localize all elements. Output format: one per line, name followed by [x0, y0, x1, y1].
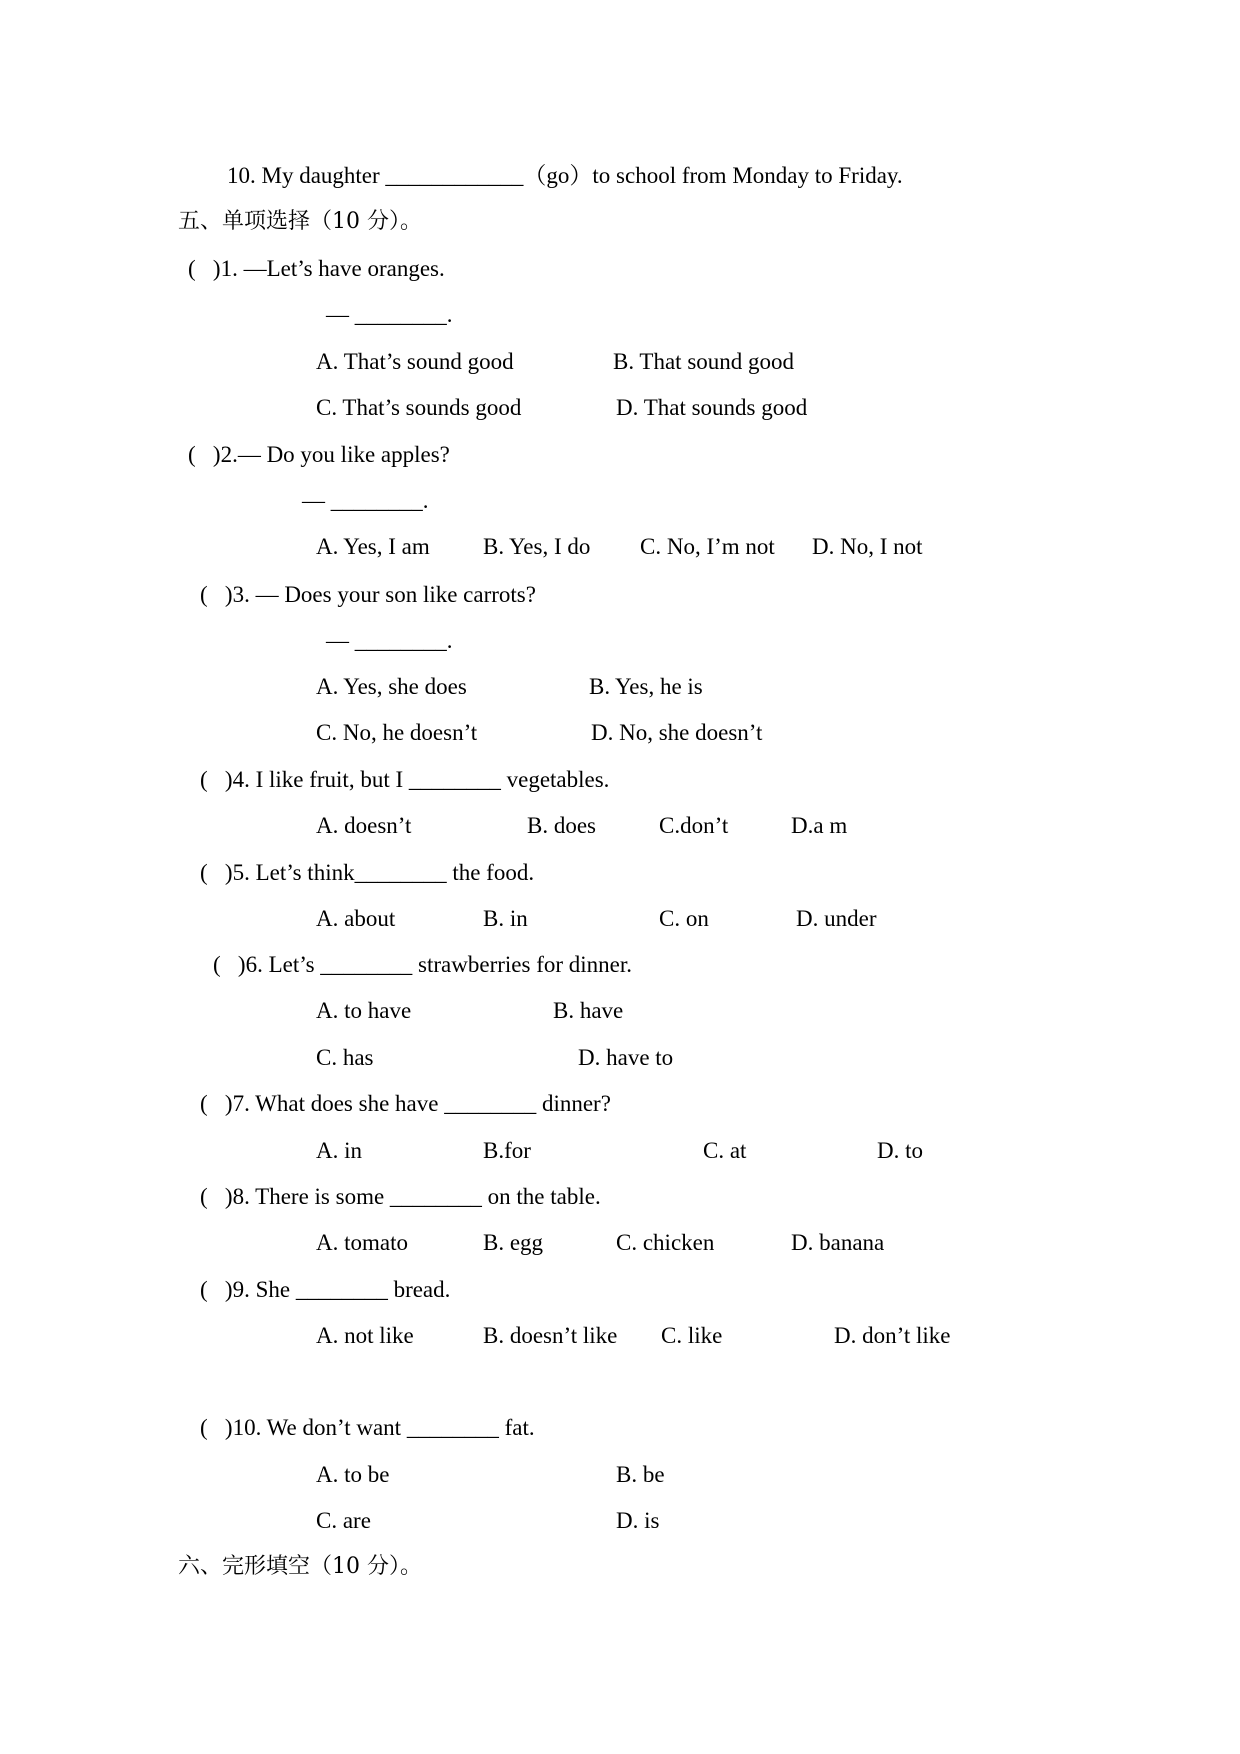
question-7-option-c[interactable]: C. at	[703, 1138, 747, 1163]
question-3-option-c[interactable]: C. No, he doesn’t	[316, 720, 478, 745]
question-5-option-c[interactable]: C. on	[659, 906, 709, 931]
question-2-option-b[interactable]: B. Yes, I do	[483, 534, 591, 559]
question-9-option-c[interactable]: C. like	[661, 1323, 723, 1348]
question-2-stem: ( )2.— Do you like apples?	[188, 442, 450, 467]
question-7-stem: ( )7. What does she have ________ dinner?	[200, 1091, 611, 1116]
question-3-stem: ( )3. — Does your son like carrots?	[200, 582, 536, 607]
question-1-stem: ( )1. —Let’s have oranges.	[188, 256, 445, 281]
question-6-option-b[interactable]: B. have	[553, 998, 624, 1023]
question-8-option-c[interactable]: C. chicken	[616, 1230, 715, 1255]
question-7-option-b[interactable]: B.for	[483, 1138, 531, 1163]
question-1-option-d[interactable]: D. That sounds good	[616, 395, 808, 420]
question-4-option-a[interactable]: A. doesn’t	[316, 813, 412, 838]
question-8-option-d[interactable]: D. banana	[791, 1230, 885, 1255]
question-10-option-b[interactable]: B. be	[616, 1462, 665, 1487]
prev-question-10: 10. My daughter ____________（go）to school from Monday to Friday.	[227, 163, 903, 188]
question-9-option-b[interactable]: B. doesn’t like	[483, 1323, 618, 1348]
question-1-option-c[interactable]: C. That’s sounds good	[316, 395, 522, 420]
question-7-option-d[interactable]: D. to	[877, 1138, 923, 1163]
question-4-stem: ( )4. I like fruit, but I ________ vegetables.	[200, 767, 610, 792]
question-10-option-a[interactable]: A. to be	[316, 1462, 390, 1487]
question-1-option-a[interactable]: A. That’s sound good	[316, 349, 514, 374]
question-2-option-d[interactable]: D. No, I not	[812, 534, 923, 559]
question-8-option-b[interactable]: B. egg	[483, 1230, 544, 1255]
question-8-stem: ( )8. There is some ________ on the table.	[200, 1184, 601, 1209]
question-2-option-a[interactable]: A. Yes, I am	[316, 534, 430, 559]
question-3-answer-line: — ________.	[326, 628, 453, 653]
question-4-option-c[interactable]: C.don’t	[659, 813, 729, 838]
section-5-title: 五、单项选择（10 分）。	[178, 209, 422, 234]
question-9-stem: ( )9. She ________ bread.	[200, 1277, 451, 1302]
question-7-option-a[interactable]: A. in	[316, 1138, 362, 1163]
question-6-option-d[interactable]: D. have to	[578, 1045, 674, 1070]
question-6-stem: ( )6. Let’s ________ strawberries for dinner.	[213, 952, 633, 977]
question-9-option-d[interactable]: D. don’t like	[834, 1323, 951, 1348]
question-3-option-b[interactable]: B. Yes, he is	[589, 674, 703, 699]
question-10-option-c[interactable]: C. are	[316, 1508, 371, 1533]
question-6-option-a[interactable]: A. to have	[316, 998, 412, 1023]
question-5-option-a[interactable]: A. about	[316, 906, 396, 931]
question-4-option-b[interactable]: B. does	[527, 813, 596, 838]
question-3-option-a[interactable]: A. Yes, she does	[316, 674, 467, 699]
question-2-option-c[interactable]: C. No, I’m not	[640, 534, 775, 559]
question-5-option-d[interactable]: D. under	[796, 906, 877, 931]
question-5-option-b[interactable]: B. in	[483, 906, 528, 931]
question-1-answer-line: — ________.	[326, 302, 453, 327]
question-2-answer-line: — ________.	[302, 488, 429, 513]
question-10-stem: ( )10. We don’t want ________ fat.	[200, 1415, 535, 1440]
question-9-option-a[interactable]: A. not like	[316, 1323, 414, 1348]
question-3-option-d[interactable]: D. No, she doesn’t	[591, 720, 763, 745]
question-10-option-d[interactable]: D. is	[616, 1508, 660, 1533]
question-4-option-d[interactable]: D.a m	[791, 813, 848, 838]
section-6-title: 六、完形填空（10 分）。	[178, 1554, 422, 1579]
question-6-option-c[interactable]: C. has	[316, 1045, 374, 1070]
question-1-option-b[interactable]: B. That sound good	[613, 349, 795, 374]
question-5-stem: ( )5. Let’s think________ the food.	[200, 860, 535, 885]
question-8-option-a[interactable]: A. tomato	[316, 1230, 408, 1255]
